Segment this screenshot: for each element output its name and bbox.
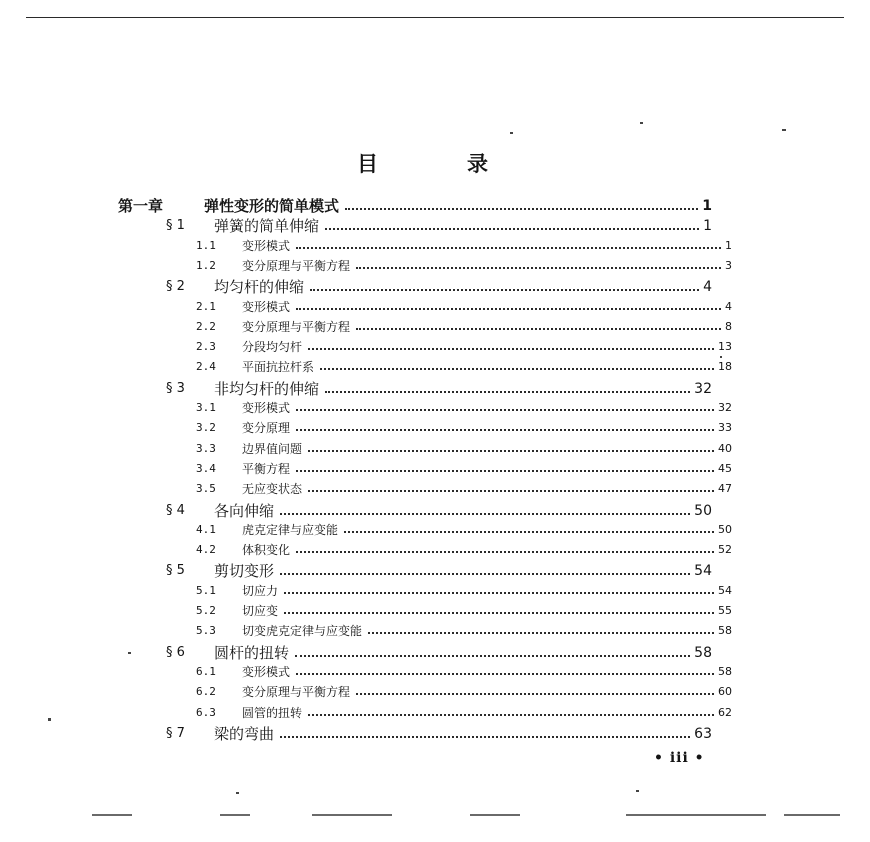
toc-entry-label: 均匀杆的伸缩 [214,278,305,297]
dot-leader [345,208,698,210]
scan-speck [640,122,643,124]
dot-leader [296,308,721,310]
toc-entry-number: § 3 [166,380,185,396]
toc-section-entry [166,643,712,663]
toc-subsection-entry [196,602,732,620]
toc-section-entry [166,379,712,399]
dot-leader [280,573,690,575]
title-char-2: 录 [467,151,489,176]
toc-entry-label: 切应力 [242,583,279,598]
toc-entry-label: 变形模式 [242,238,291,253]
toc-entry-number: § 1 [166,218,185,234]
toc-subsection-entry [196,318,732,336]
toc-entry-label: 梁的弯曲 [214,724,275,743]
toc-entry-label: 圆管的扭转 [242,705,303,720]
toc-entry-page: 18 [718,360,732,374]
toc-entry-label: 变形模式 [242,299,291,314]
toc-entry-page: 60 [718,685,732,699]
toc-chapter-entry [118,196,712,216]
toc-subsection-entry [196,704,732,722]
toc-entry-page: 47 [718,482,732,496]
toc-entry-number: 4.2 [196,543,216,557]
toc-entry-label: 体积变化 [242,543,291,558]
toc-entry-page: 58 [694,644,712,661]
scan-speck [510,132,513,134]
toc-entry-number: 5.3 [196,624,216,638]
toc-entry-number: 3.4 [196,461,216,475]
toc-section-entry [166,501,712,521]
top-rule [26,17,844,18]
toc-entry-label: 边界值问题 [242,441,303,456]
toc-entry-number: 2.1 [196,299,216,313]
toc-entry-page: 1 [703,218,712,235]
dot-leader [280,736,690,738]
toc-entry-number: 1.1 [196,238,216,252]
dot-leader [296,673,714,675]
dot-leader [308,714,714,716]
toc-entry-label: 非均匀杆的伸缩 [214,379,320,398]
toc-subsection-entry [196,480,732,498]
toc-entry-label: 分段均匀杆 [242,340,303,355]
toc-entry-page: 50 [718,522,732,536]
toc-subsection-entry [196,399,732,417]
toc-entry-page: 55 [718,604,732,617]
toc-subsection-entry [196,521,732,539]
toc-subsection-entry [196,663,732,681]
toc-entry-label: 变分原理与平衡方程 [242,685,351,700]
toc-entry-label: 切应变 [242,604,279,618]
toc-entry-number: 2.4 [196,360,216,374]
toc-subsection-entry [196,419,732,437]
scan-speck [48,718,51,721]
toc-entry-page: 1 [702,198,712,214]
toc-entry-number: 6.2 [196,685,216,699]
toc-subsection-entry [196,683,732,701]
dot-leader [284,612,714,614]
dot-leader [308,490,714,492]
toc-entry-page: 54 [694,563,712,580]
page-folio: • iii • [654,750,705,766]
dot-leader [325,391,690,393]
scan-speck [782,129,786,131]
toc-entry-page: 1 [725,238,732,252]
toc-entry-number: 第一章 [118,197,164,215]
toc-subsection-entry [196,582,732,600]
toc-entry-number: § 6 [166,644,185,660]
toc-entry-number: 2.3 [196,340,216,354]
toc-entry-page: 58 [718,664,732,678]
bottom-scan-bar [312,814,392,816]
toc-entry-page: 4 [703,279,712,296]
toc-entry-label: 无应变状态 [242,482,303,497]
toc-section-entry [166,277,712,297]
title-char-1: 目 [357,151,379,176]
toc-entry-page: 52 [718,543,732,557]
toc-entry-number: 2.2 [196,319,216,333]
toc-entry-number: 1.2 [196,258,216,272]
toc-entry-number: 4.1 [196,522,216,536]
dot-leader [356,267,721,269]
toc-entry-label: 变分原理与平衡方程 [242,258,351,273]
toc-subsection-entry [196,460,732,478]
toc-entry-page: 54 [718,583,732,597]
toc-entry-label: 各向伸缩 [214,501,275,520]
toc-section-entry [166,216,712,236]
dot-leader [296,429,714,431]
bottom-scan-bar [92,814,132,816]
dot-leader [308,450,714,452]
toc-entry-page: 8 [725,319,732,333]
dot-leader [308,348,714,350]
bottom-scan-bar [784,814,840,816]
toc-entry-label: 剪切变形 [214,562,275,581]
toc-entry-label: 变分原理与平衡方程 [242,319,351,334]
toc-entry-number: 6.1 [196,664,216,678]
dot-leader [284,592,714,594]
dot-leader [296,470,714,472]
toc-entry-label: 切变虎克定律与应变能 [242,624,363,639]
dot-leader [295,655,690,657]
toc-subsection-entry [196,237,732,255]
toc-entry-page: 33 [718,421,732,435]
toc-subsection-entry [196,257,732,275]
bottom-scan-bar [220,814,250,816]
scan-speck [236,792,239,794]
toc-entry-number: § 4 [166,502,185,518]
dot-leader [356,328,721,330]
dot-leader [356,693,714,695]
toc-section-entry [166,561,712,581]
toc-entry-number: 3.5 [196,482,216,496]
dot-leader [296,247,721,249]
toc-section-entry [166,724,712,744]
toc-entry-page: 32 [694,380,712,397]
dot-leader [344,531,714,533]
toc-entry-label: 变形模式 [242,401,291,415]
toc-entry-label: 平面抗拉杆系 [242,360,315,375]
toc-entry-page: 50 [694,502,712,519]
toc-entry-page: 45 [718,461,732,475]
scan-speck [720,356,722,358]
toc-entry-label: 弹性变形的简单模式 [204,197,340,215]
dot-leader [296,551,714,553]
toc-subsection-entry [196,541,732,559]
toc-entry-number: § 5 [166,563,185,579]
toc-subsection-entry [196,298,732,316]
toc-entry-label: 变形模式 [242,664,291,679]
toc-entry-page: 3 [725,258,732,272]
toc-entry-number: 3.3 [196,441,216,455]
toc-entry-page: 63 [694,725,712,742]
toc-entry-page: 58 [718,624,732,638]
toc-entry-page: 62 [718,705,732,719]
dot-leader [296,409,714,411]
toc-entry-label: 圆杆的扭转 [214,643,290,662]
toc-entry-page: 13 [718,340,732,354]
toc-subsection-entry [196,358,732,376]
page-title [0,148,870,178]
toc-entry-label: 弹簧的简单伸缩 [214,217,320,236]
toc-entry-label: 虎克定律与应变能 [242,522,339,537]
toc-entry-label: 变分原理 [242,421,291,436]
toc-entry-page: 40 [718,441,732,455]
toc-entry-number: 5.2 [196,604,216,617]
toc-entry-label: 平衡方程 [242,461,291,476]
scan-speck [636,790,639,792]
dot-leader [310,289,699,291]
toc-entry-number: § 7 [166,725,185,741]
dot-leader [368,632,714,634]
toc-entry-number: 5.1 [196,583,216,597]
scan-speck [128,652,131,654]
toc-subsection-entry [196,338,732,356]
toc-entry-page: 32 [718,401,732,414]
dot-leader [280,513,690,515]
bottom-scan-bar [626,814,766,816]
dot-leader [325,228,699,230]
toc-entry-number: 3.2 [196,421,216,435]
toc-entry-number: 3.1 [196,401,216,414]
bottom-scan-bar [470,814,520,816]
toc-entry-number: 6.3 [196,705,216,719]
dot-leader [320,368,714,370]
toc-subsection-entry [196,440,732,458]
toc-subsection-entry [196,622,732,640]
toc-entry-number: § 2 [166,279,185,295]
toc-entry-page: 4 [725,299,732,313]
